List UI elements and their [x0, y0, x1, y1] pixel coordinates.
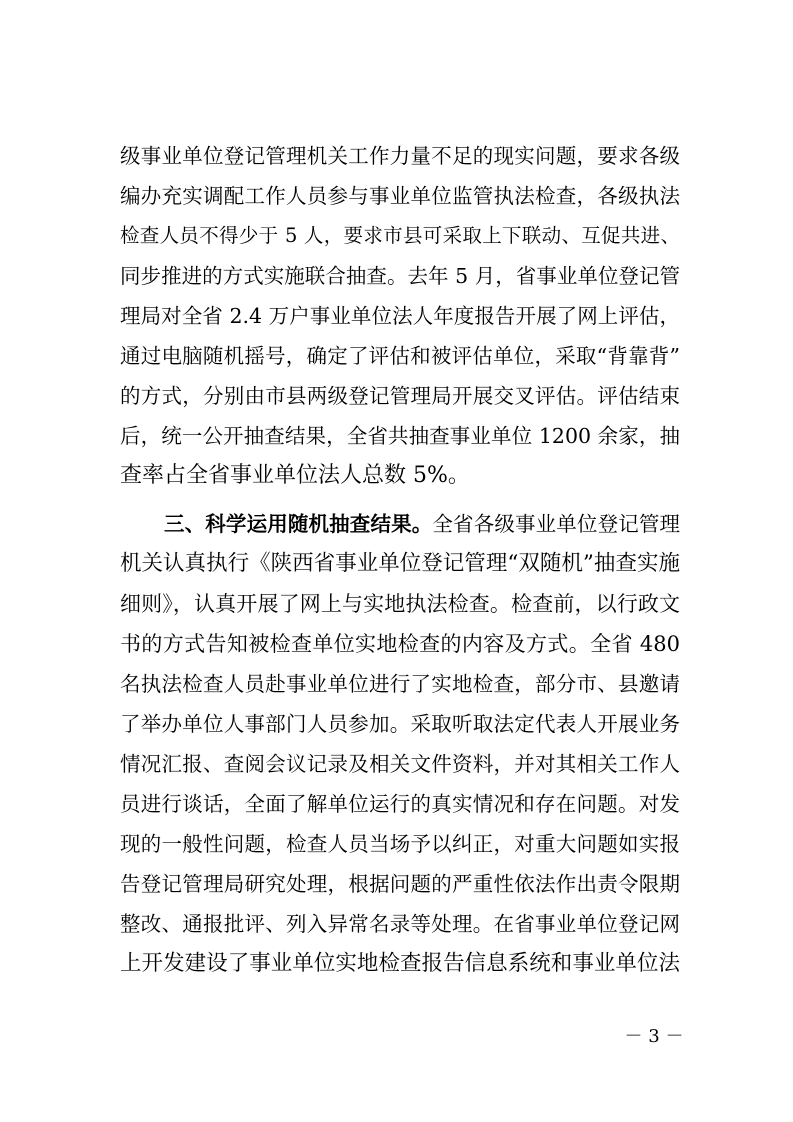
paragraph-line: 上开发建设了事业单位实地检查报告信息系统和事业单位法: [120, 951, 680, 976]
paragraph-line: 同步推进的方式实施联合抽查。去年 5 月，省事业单位登记管: [120, 264, 680, 288]
paragraph-line: 名执法检查人员赴事业单位进行了实地检查，部分市、县邀请: [120, 672, 680, 696]
paragraph-line: 了举办单位人事部门人员参加。采取听取法定代表人开展业务: [120, 712, 680, 736]
paragraph-line: 员进行谈话，全面了解单位运行的真实情况和存在问题。对发: [120, 792, 680, 816]
section-heading: 三、科学运用随机抽查结果。: [164, 512, 433, 536]
paragraph-line: 情况汇报、查阅会议记录及相关文件资料，并对其相关工作人: [120, 752, 680, 776]
paragraph-line: 理局对全省 2.4 万户事业单位法人年度报告开展了网上评估，: [120, 304, 680, 328]
paragraph-line: 机关认真执行《陕西省事业单位登记管理“双随机”抽查实施: [120, 551, 680, 576]
paragraph-first-line: [164, 504, 680, 544]
paragraph-line: 后，统一公开抽查结果，全省共抽查事业单位 1200 余家，抽: [120, 424, 680, 448]
heading-line-rest: 全省各级事业单位登记管理: [432, 512, 681, 536]
paragraph-line: 细则》，认真开展了网上与实地执法检查。检查前，以行政文: [120, 592, 680, 616]
page-number: － 3 －: [624, 1026, 684, 1047]
paragraph-line: 查率占全省事业单位法人总数 5%。: [120, 463, 470, 488]
paragraph-line: 通过电脑随机摇号，确定了评估和被评估单位，采取“背靠背”: [120, 344, 680, 368]
paragraph-line: 书的方式告知被检查单位实地检查的内容及方式。全省 480: [120, 632, 680, 656]
paragraph-line: 告登记管理局研究处理，根据问题的严重性依法作出责令限期: [120, 872, 680, 896]
paragraph-line: 整改、通报批评、列入异常名录等处理。在省事业单位登记网: [120, 912, 680, 936]
paragraph-line: 的方式，分别由市县两级登记管理局开展交叉评估。评估结束: [120, 384, 680, 408]
paragraph-line: 现的一般性问题，检查人员当场予以纠正，对重大问题如实报: [120, 832, 680, 856]
paragraph-line: 检查人员不得少于 5 人，要求市县可采取上下联动、互促共进、: [120, 224, 680, 247]
paragraph-line: 编办充实调配工作人员参与事业单位监管执法检查，各级执法: [120, 184, 680, 208]
paragraph-line: 级事业单位登记管理机关工作力量不足的现实问题，要求各级: [120, 144, 680, 168]
